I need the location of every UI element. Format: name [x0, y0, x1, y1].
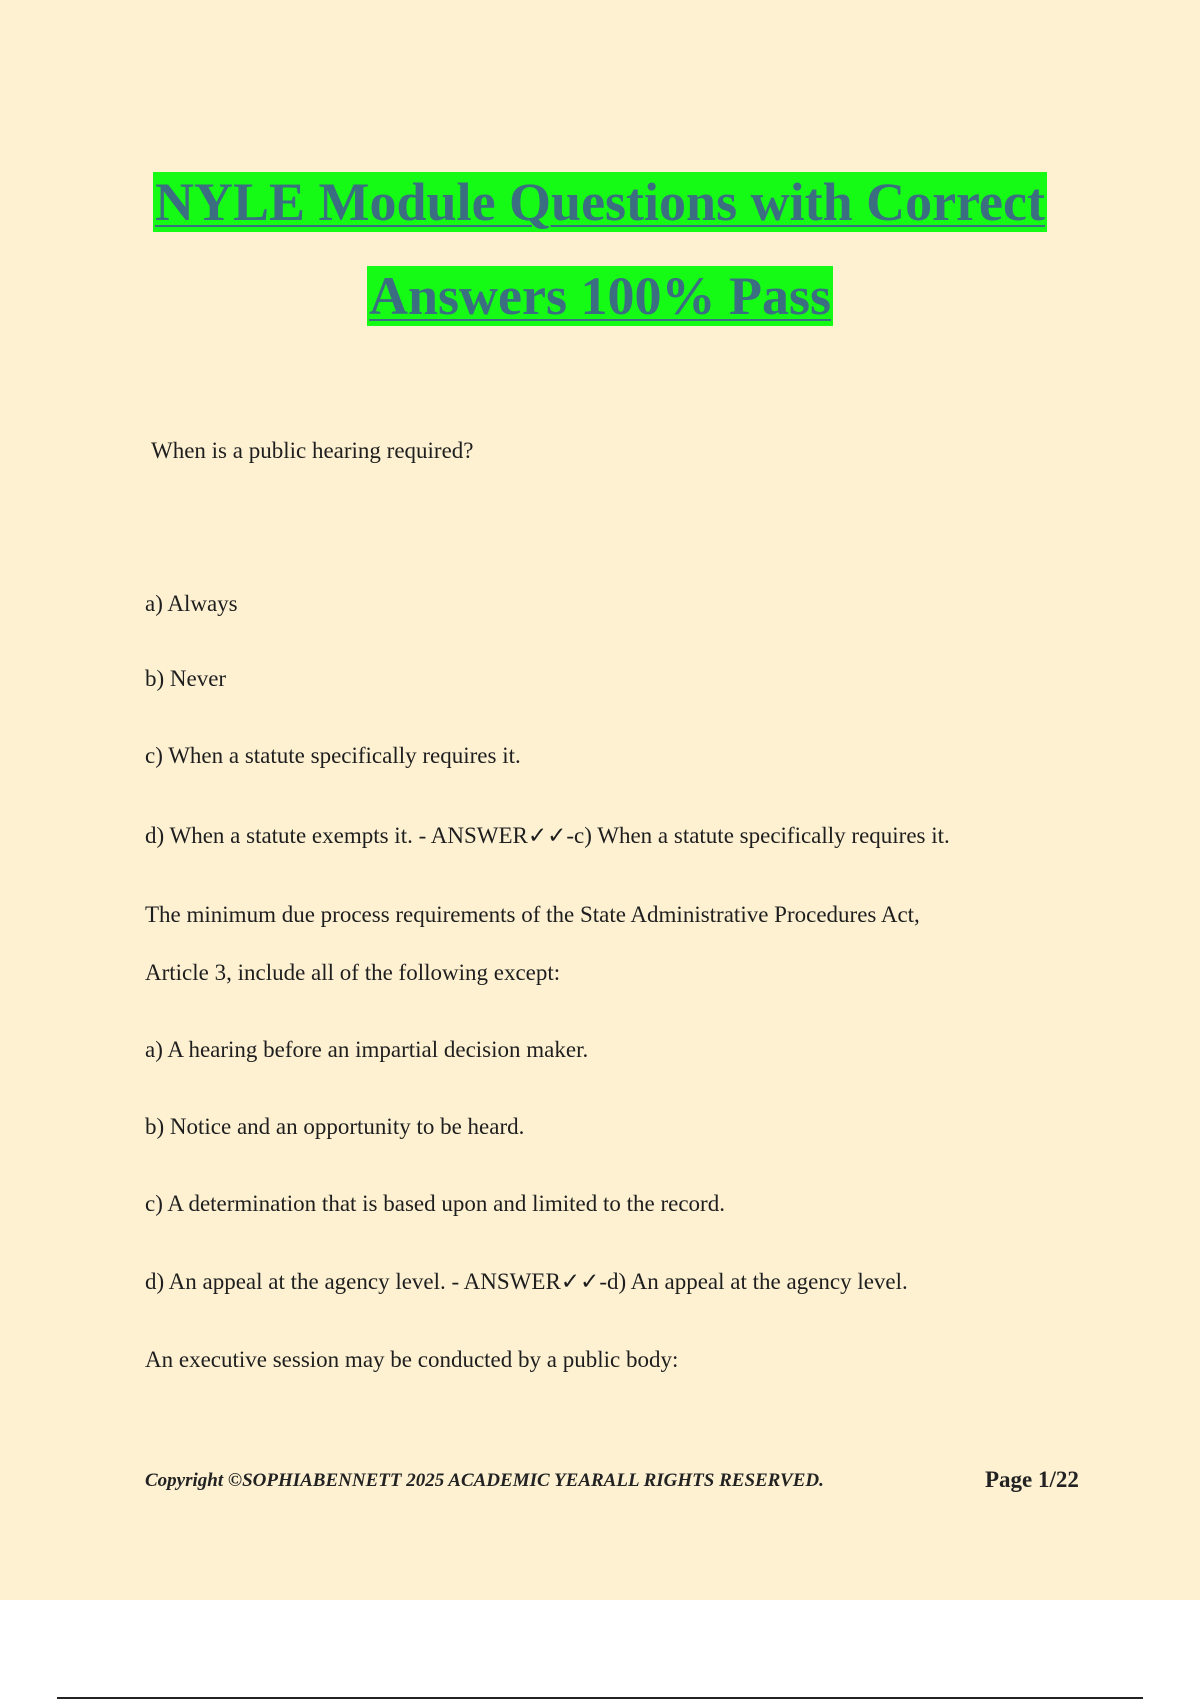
q1-option-b: b) Never	[145, 666, 227, 691]
footer-copyright: Copyright ©SOPHIABENNETT 2025 ACADEMIC YEARALL RIGHTS RESERVED.	[145, 1470, 824, 1491]
q2-option-b: b) Notice and an opportunity to be heard.	[145, 1114, 525, 1139]
footer-page-number: Page 1/22	[985, 1467, 1079, 1492]
q2-option-c: c) A determination that is based upon and limited to the record.	[145, 1191, 725, 1216]
question-1-text: When is a public hearing required?	[151, 438, 474, 463]
question-2-text-line-2: Article 3, include all of the following except:	[145, 960, 561, 985]
q2-option-d-answer: d) An appeal at the agency level. - ANSWER✓✓-d) An appeal at the agency level.	[145, 1269, 908, 1294]
document-title-line-1	[0, 171, 1200, 233]
question-2-text-line-1: The minimum due process requirements of the State Administrative Procedures Act,	[145, 902, 920, 927]
question-3-text: An executive session may be conducted by a public body:	[145, 1347, 679, 1372]
bottom-divider	[57, 1697, 1143, 1699]
document-title-line-2	[0, 265, 1200, 327]
q1-option-c: c) When a statute specifically requires it.	[145, 743, 521, 768]
q1-option-a: a) Always	[145, 591, 238, 616]
q1-option-d-answer: d) When a statute exempts it. - ANSWER✓✓-c) When a statute specifically requires it.	[145, 823, 950, 848]
q2-option-a: a) A hearing before an impartial decision maker.	[145, 1037, 589, 1062]
title-highlight-2: Answers 100% Pass	[368, 266, 831, 326]
title-highlight-1: NYLE Module Questions with Correct	[155, 172, 1045, 232]
